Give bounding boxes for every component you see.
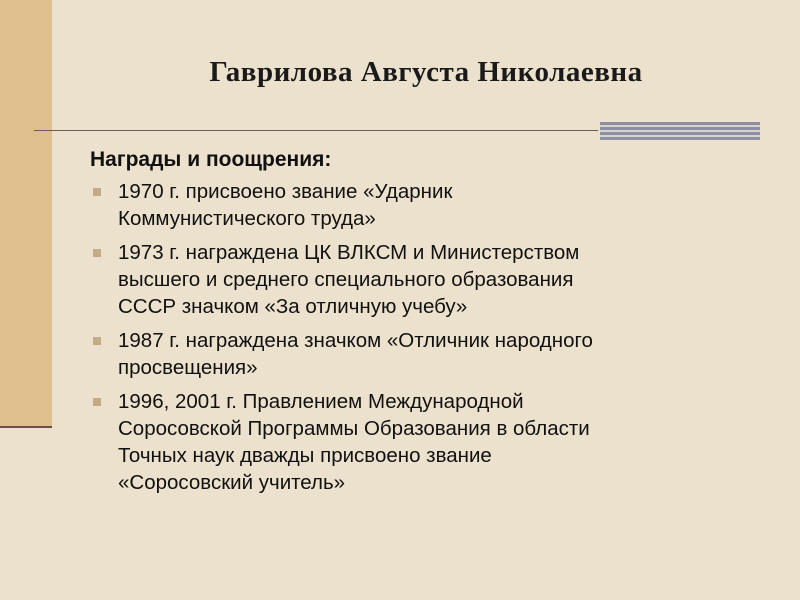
award-text-line: Точных наук дважды присвоено звание — [118, 444, 492, 467]
award-text-line: 1996, 2001 г. Правлением Международной — [118, 390, 524, 413]
award-item — [90, 388, 770, 496]
accent-stripe — [600, 125, 760, 127]
divider-accent-block — [600, 122, 760, 140]
square-bullet-icon — [93, 188, 101, 196]
accent-stripe — [600, 135, 760, 137]
award-text-line: Коммунистического труда» — [118, 207, 376, 230]
award-text-line: 1970 г. присвоено звание «Ударник — [118, 180, 453, 203]
left-decorative-bar — [0, 0, 52, 426]
left-bar-underline — [0, 426, 52, 428]
square-bullet-icon — [93, 398, 101, 406]
award-text-line: просвещения» — [118, 356, 258, 379]
section-heading: Награды и поощрения: — [90, 148, 332, 171]
award-text-line: 1973 г. награждена ЦК ВЛКСМ и Министерством — [118, 241, 580, 264]
awards-list — [90, 178, 770, 496]
square-bullet-icon — [93, 249, 101, 257]
award-text-line: 1987 г. награждена значком «Отличник народного — [118, 329, 593, 352]
award-text-line: «Соросовский учитель» — [118, 471, 346, 494]
slide-content — [90, 146, 770, 503]
award-item — [90, 178, 770, 232]
award-item — [90, 239, 770, 320]
title-divider — [34, 130, 598, 131]
award-item — [90, 327, 770, 381]
award-text-line: СССР значком «За отличную учебу» — [118, 295, 468, 318]
square-bullet-icon — [93, 337, 101, 345]
accent-stripe — [600, 130, 760, 132]
award-text-line: высшего и среднего специального образования — [118, 268, 574, 291]
award-text-line: Соросовской Программы Образования в области — [118, 417, 590, 440]
slide-title: Гаврилова Августа Николаевна — [209, 56, 643, 88]
